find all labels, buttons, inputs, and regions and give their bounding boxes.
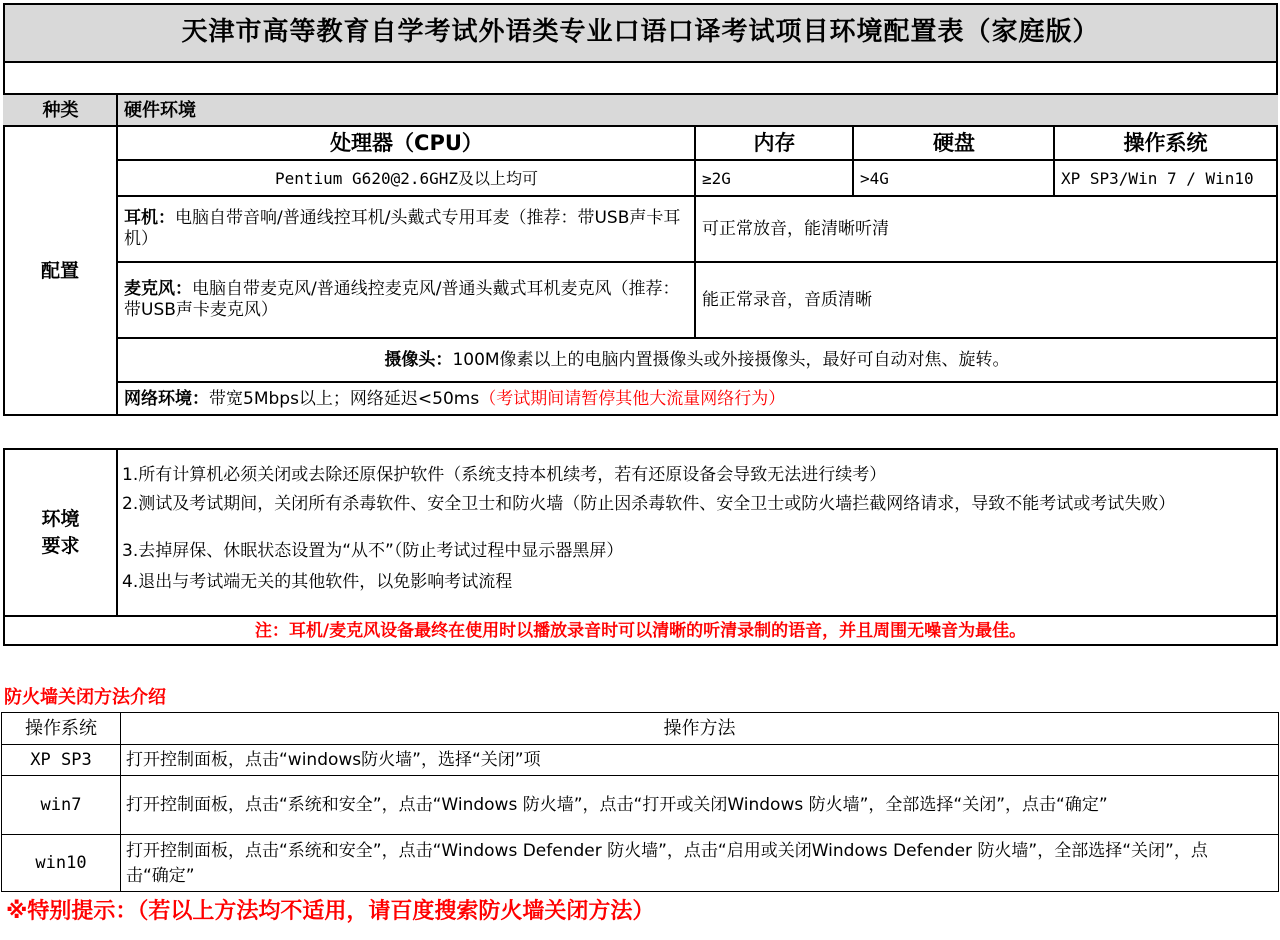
microphone-text: 电脑自带麦克风/普通线控麦克风/普通头戴式耳机麦克风（推荐：带USB声卡麦克风） [124,279,680,320]
network-label: 网络环境： [124,388,209,409]
hardware-header: 硬件环境 [116,95,1276,125]
firewall-header-method: 操作方法 [120,713,1278,744]
os-value: XP SP3/Win 7 / Win10 [1053,159,1276,195]
firewall-header-os: 操作系统 [25,718,97,739]
microphone-label: 麦克风： [124,279,192,299]
camera-text: 100M像素以上的电脑内置摄像头或外接摄像头，最好可自动对焦、旋转。 [452,349,1010,370]
network-text: 带宽5Mbps以上；网络延迟<50ms [209,388,480,409]
disk-value: >4G [852,159,1054,195]
memory-value: ≥2G [694,159,853,195]
requirement-item-1: 1.所有计算机必须关闭或去除还原保护软件（系统支持本机续考，若有还原设备会导致无法进行续考） [122,465,887,485]
microphone-result: 能正常录音，音质清晰 [694,261,1276,337]
requirements-label: 环境 要求 [41,508,80,557]
firewall-row-os: XP SP3 [2,744,120,775]
page-title-text: 天津市高等教育自学考试外语类专业口语口译考试项目环境配置表（家庭版） [181,17,1100,47]
firewall-row-method: 打开控制面板，点击“windows防火墙”，选择“关闭”项 [120,744,1278,775]
microphone-cell [118,261,695,337]
firewall-row-os: win7 [2,775,120,834]
cpu-value: Pentium G620@2.6GHZ及以上均可 [118,159,695,195]
network-warning: （考试期间请暂停其他大流量网络行为） [479,388,786,409]
camera-label: 摄像头： [384,349,453,370]
firewall-row-os: win10 [2,834,120,892]
page-title [3,3,1278,62]
firewall-row-method: 打开控制面板，点击“系统和安全”，点击“Windows Defender 防火墙”，点击“启用或关闭Windows Defender 防火墙”，全部选择“关闭”，点击“确定” [120,834,1278,892]
earphone-label: 耳机： [124,208,175,228]
note-row: 注：耳机/麦克风设备最终在使用时以播放录音时可以清晰的听清录制的语音，并且周围无噪音为最佳。 [3,615,1278,646]
kind-header: 种类 [42,99,79,121]
camera-cell [118,337,1276,381]
requirement-item-2: 2.测试及考试期间，关闭所有杀毒软件、安全卫士和防火墙（防止因杀毒软件、安全卫士或防火墙拦截网络请求，导致不能考试或考试失败） [122,494,1176,514]
firewall-row-method: 打开控制面板，点击“系统和安全”，点击“Windows 防火墙”，点击“打开或关闭Windows 防火墙”，全部选择“关闭”，点击“确定” [120,775,1278,834]
requirement-item-4: 4.退出与考试端无关的其他软件，以免影响考试流程 [122,572,513,592]
earphone-result: 可正常放音，能清晰听清 [694,195,1276,261]
disk-header: 硬盘 [852,127,1054,159]
blank-row-top [3,61,1278,94]
memory-header: 内存 [694,127,853,159]
earphone-cell [118,195,695,261]
cpu-header: 处理器（CPU） [330,130,483,155]
config-row-label: 配置 [3,125,117,415]
firewall-section-title: 防火墙关闭方法介绍 [4,687,166,708]
earphone-text: 电脑自带音响/普通线控耳机/头戴式专用耳麦（推荐：带USB声卡耳机） [124,208,681,249]
special-tip: ※特别提示：（若以上方法均不适用，请百度搜索防火墙关闭方法） [6,899,655,924]
os-header: 操作系统 [1053,127,1276,159]
blank-row-middle [3,414,1278,450]
requirement-item-3: 3.去掉屏保、休眠状态设置为“从不”（防止考试过程中显示器黑屏） [122,541,624,561]
network-cell [118,381,1276,415]
